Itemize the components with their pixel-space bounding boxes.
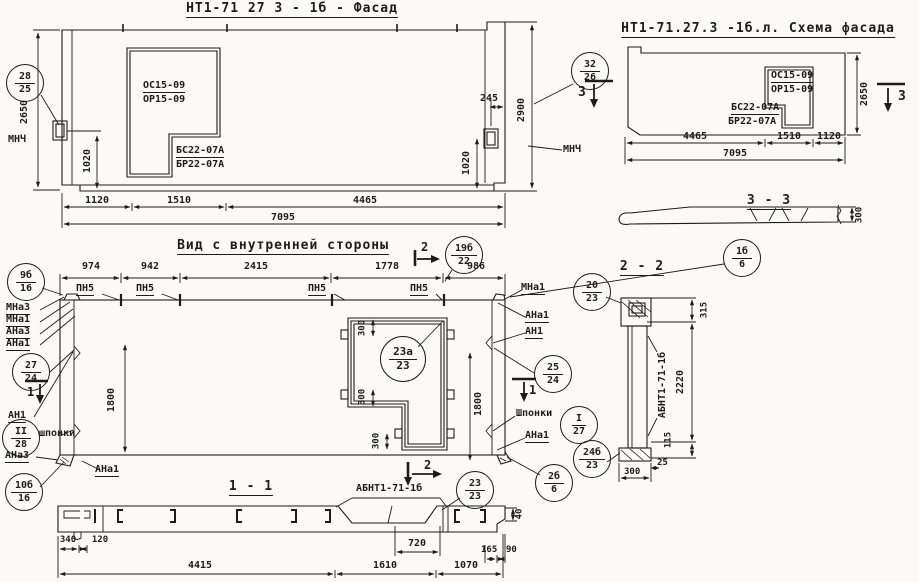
facade-anchor-label-left: МНЧ	[8, 134, 27, 145]
inner-pn5-label-1: ПН5	[76, 283, 95, 294]
facade-dim-7095: 7095	[270, 212, 296, 223]
scheme-dim-7095: 7095	[722, 148, 748, 159]
callout-bottom-text: 6	[550, 483, 558, 495]
section-1-1-dim-4415: 4415	[187, 560, 213, 571]
inner-callout-I-27	[560, 406, 598, 444]
facade-anchor-label-right: МНЧ	[563, 144, 582, 155]
inner-dim-942: 942	[140, 261, 160, 272]
inner-callout-9b-16	[7, 263, 45, 301]
section-1-1-dim-1610: 1610	[372, 560, 398, 571]
section-2-2-title: 2 - 2	[619, 259, 665, 274]
facade-callout-left	[6, 64, 44, 102]
section-3-3-title: 3 - 3	[746, 193, 792, 208]
inner-dimensions	[60, 273, 505, 460]
inner-section-marks	[25, 250, 536, 486]
section-1-1-profile	[58, 498, 505, 540]
inner-dim-2415: 2415	[243, 261, 269, 272]
callout-top-text: 23а	[389, 346, 417, 360]
facade-lintel-bottom-mark: БР22-07А	[176, 159, 225, 170]
inner-callout-10b-16	[5, 473, 43, 511]
inner-dim-1800-right: 1800	[472, 391, 484, 417]
scheme-section-mark-3-label: 3	[898, 89, 906, 104]
inner-panel	[56, 294, 511, 466]
scheme-title: НТ1-71.27.3 -1б.л. Схема фасада	[621, 21, 895, 36]
section-1-1-dim-1070: 1070	[453, 560, 479, 571]
scheme-dim-1510: 1510	[776, 131, 802, 142]
callout-bottom-text: 24	[546, 374, 560, 386]
inner-section-mark-2-bottom: 2	[424, 458, 432, 472]
inner-label-ana1-right-top: АНа1	[525, 310, 550, 321]
inner-label-mna1: МНа1	[6, 314, 31, 325]
inner-pn5-label-2: ПН5	[136, 283, 155, 294]
facade-lintel-top-mark: БС22-07А	[176, 145, 225, 156]
callout-bottom-text: 25	[18, 83, 32, 95]
callout-top-text: 19б	[451, 243, 477, 256]
inner-pn5-label-4: ПН5	[410, 283, 429, 294]
callout-top-text: 28	[15, 71, 35, 84]
facade-dim-2650: 2650	[18, 99, 30, 125]
facade-panel	[53, 22, 505, 191]
section-1-1-dim-90: 90	[506, 545, 517, 555]
callout-top-text: 32	[580, 59, 600, 72]
facade-title: НТ1-71 27 3 - 1б - Фасад	[186, 1, 398, 16]
callout-top-text: 27	[21, 360, 41, 373]
inner-dim-300-top: 300	[357, 319, 368, 337]
facade-section-mark-3-label: 3	[578, 85, 586, 100]
inner-callout-1b-6	[723, 239, 761, 277]
section-2-2-beam-mark: АБНТ1-71-1б	[656, 351, 668, 419]
inner-callout-24b-23	[573, 440, 611, 478]
facade-dim-245: 245	[479, 93, 499, 104]
inner-section-mark-1-right: 1	[529, 383, 537, 397]
section-2-2-dim-315: 315	[699, 301, 710, 319]
inner-section-mark-1-left: 1	[27, 385, 35, 399]
section-1-1-beam-mark: АБНТ1-71-1б	[356, 483, 423, 494]
callout-bottom-text: 22	[457, 255, 471, 267]
inner-dim-1800-left: 1800	[105, 387, 117, 413]
inner-label-an1-left: АН1	[8, 410, 27, 421]
scheme-opening-top-mark: ОС15-09	[771, 70, 814, 81]
inner-section-mark-2-top: 2	[421, 240, 429, 254]
section-2-2-dim-25: 25	[657, 458, 668, 468]
inner-pn5-label-3: ПН5	[308, 283, 327, 294]
inner-label-mna3: МНа3	[6, 302, 31, 313]
scheme-dim-2650: 2650	[858, 81, 870, 107]
inner-label-ana3-bottom: АНа3	[5, 450, 30, 461]
facade-dimensions	[33, 22, 573, 228]
callout-bottom-text: 23	[585, 459, 599, 471]
inner-keys-label-left: шпонки	[39, 428, 76, 439]
callout-bottom-text: 16	[17, 492, 31, 504]
inner-label-ana1: АНа1	[6, 338, 31, 349]
facade-callout-right	[571, 52, 609, 90]
inner-label-mna1-right: МНа1	[521, 282, 546, 293]
section-2-2-dim-115: 115	[663, 431, 674, 449]
facade-dim-1020-right: 1020	[460, 150, 472, 176]
callout-top-text: 1б	[732, 246, 752, 259]
facade-opening-top-mark: ОС15-09	[143, 80, 186, 91]
section-2-2-dim-2220: 2220	[674, 369, 686, 395]
facade-dim-1120: 1120	[84, 195, 110, 206]
inner-label-ana1-bottom: АНа1	[95, 464, 120, 475]
callout-top-text: I	[572, 413, 586, 426]
callout-top-text: 23	[465, 478, 485, 491]
section-1-1-dim-340: 340	[59, 535, 77, 545]
facade-opening-bottom-mark: ОР15-09	[143, 94, 186, 105]
inner-dim-1778: 1778	[374, 261, 400, 272]
facade-dim-2900: 2900	[515, 97, 527, 123]
scheme-dim-1120: 1120	[816, 131, 842, 142]
inner-label-ana3: АНа3	[6, 326, 31, 337]
facade-dim-1020-left: 1020	[81, 148, 93, 174]
callout-top-text: 25	[543, 362, 563, 375]
inner-callout-20-23	[573, 273, 611, 311]
scheme-lintel-top-mark: БС22-07А	[731, 102, 780, 113]
callout-top-text: 9б	[16, 270, 36, 283]
callout-bottom-text: 23	[396, 358, 410, 372]
callout-bottom-text: 16	[19, 282, 33, 294]
section-1-1-dim-165: 165	[481, 545, 498, 555]
callout-bottom-text: 28	[14, 438, 28, 450]
callout-bottom-text: 23	[585, 292, 599, 304]
callout-top-text: 2б	[544, 471, 564, 484]
section-2-2-dim-300: 300	[624, 467, 641, 477]
scheme-opening-bottom-mark: ОР15-09	[771, 84, 814, 95]
inner-label-an1-right: АН1	[525, 326, 544, 337]
inner-callout-2b-6	[535, 464, 573, 502]
callout-bottom-text: 24	[24, 372, 38, 384]
callout-bottom-text: 26	[583, 71, 597, 83]
inner-callout-23-23	[456, 471, 494, 509]
callout-top-text: II	[11, 426, 31, 439]
inner-keys-label-right: Шпонки	[516, 408, 553, 419]
callout-bottom-text: 27	[572, 425, 586, 437]
section-3-3-dim-300: 300	[854, 206, 865, 224]
facade-dim-4465: 4465	[352, 195, 378, 206]
inner-dim-300-bottom: 300	[371, 432, 382, 450]
section-1-1-dim-120: 120	[91, 535, 109, 545]
callout-bottom-text: 23	[468, 490, 482, 502]
callout-top-text: 10б	[11, 480, 37, 493]
scheme-dim-4465: 4465	[682, 131, 708, 142]
callout-top-text: 20	[582, 280, 602, 293]
inner-label-ana1-right-bottom: АНа1	[525, 430, 550, 441]
inner-dim-300-mid: 300	[357, 388, 368, 406]
callout-bottom-text: 6	[738, 258, 746, 270]
inner-view-title: Вид с внутренней стороны	[177, 238, 389, 253]
scheme-lintel-bottom-mark: БР22-07А	[728, 116, 777, 127]
section-1-1-title: 1 - 1	[228, 479, 274, 494]
callout-top-text: 24б	[579, 447, 605, 460]
inner-callout-19b-22	[445, 236, 486, 274]
section-1-1-dim-40: 40	[514, 508, 525, 520]
inner-callout-23a-23	[380, 336, 426, 382]
section-1-1-dim-720: 720	[407, 538, 427, 549]
section-3-3-profile	[619, 205, 856, 224]
facade-dim-1510: 1510	[166, 195, 192, 206]
inner-callout-25-24	[534, 355, 572, 393]
inner-dim-986: 986	[466, 261, 486, 272]
inner-dim-974: 974	[81, 261, 101, 272]
